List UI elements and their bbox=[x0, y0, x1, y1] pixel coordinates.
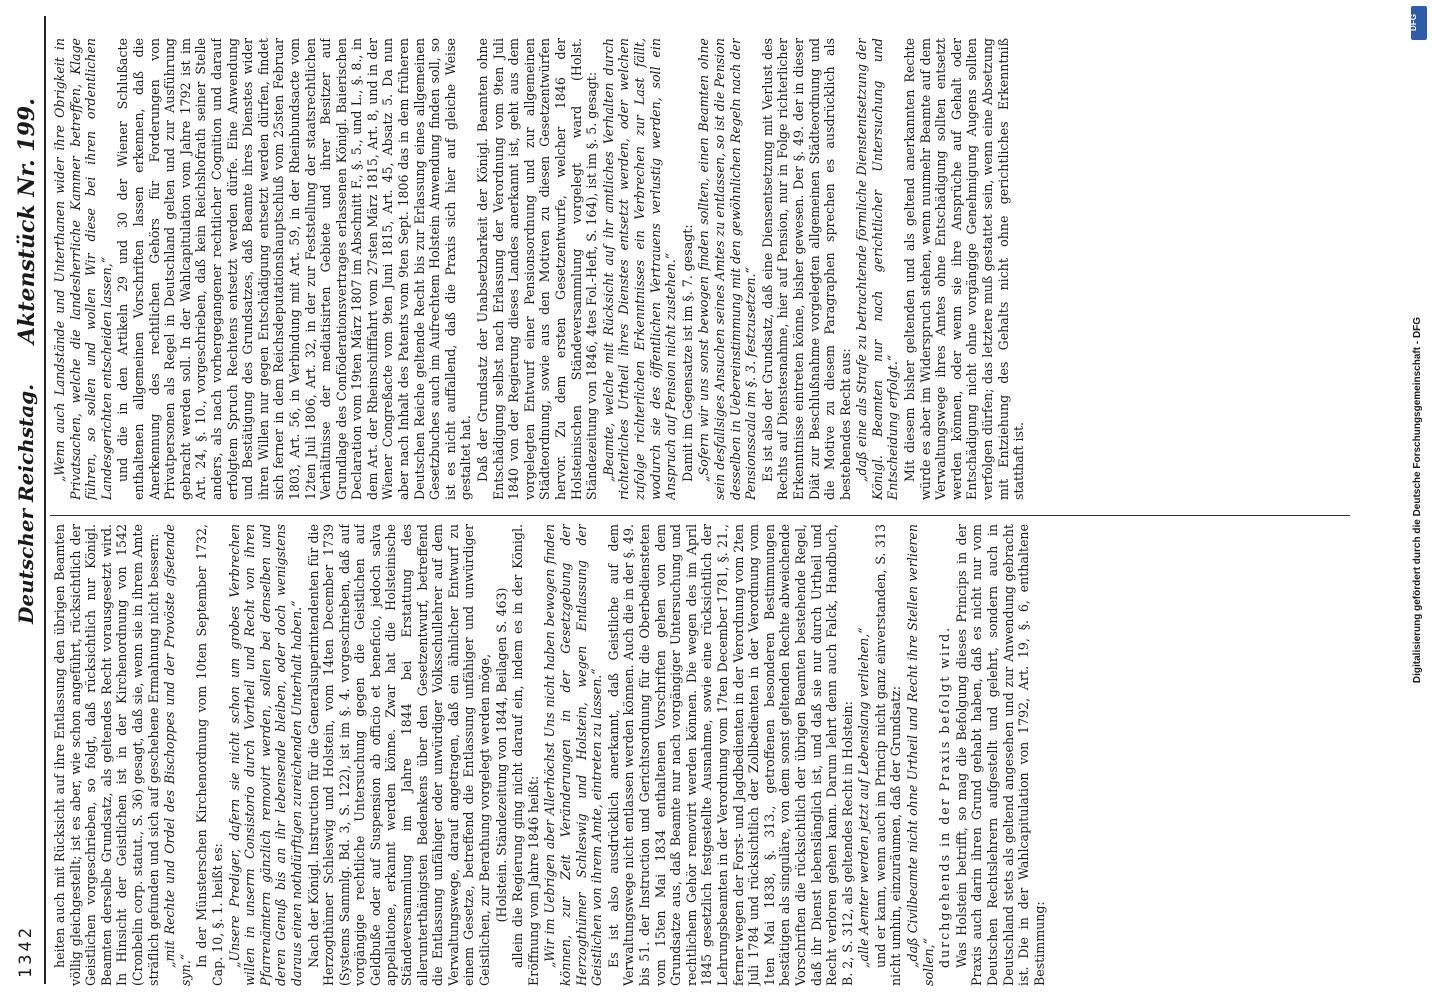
paragraph: Nach der Königl. Instruction für die Generalsuperintendenten für die Herzogthümer Schleswig und Holstein, vom 14ten December 1739 (Systems Sammlg. Bd. 3, S. 122), ist im §. 4. vorgeschrieben, daß auf vorgängige rechtliche Untersuchung gegen die Geistlichen auf Geldbuße oder auf Suspension ab officio et beneficio, jedoch salva appellatione, erkannt werden könne. Zwar hat die Holsteinische Ständeversammlung im Jahre 1844 bei Erstattung des allerunterthänigsten Bedenkens über den Gesetzentwurf, betreffend die Entlassung unfähiger oder unwürdiger Volksschullehrer auf dem Verwaltungswege, darauf angetragen, daß ein ähnlicher Entwurf zu einem Gesetze, betreffend die Entlassung unfähiger und unwürdiger Geistlichen, zur Berathung vorgelegt werden möge, bbox=[305, 524, 493, 986]
paragraph: „daß eine als Strafe zu betrachtende förmliche Dienstentsetzung der Königl. Beamten nur nach gerichtlicher Untersuchung und Entscheidung erfolgt.“ bbox=[854, 38, 901, 500]
paragraph: Was Holstein betrifft, so mag die Befolgung dieses Princips in der Praxis auch darin ihren Grund gehabt haben, daß es nicht nur vom Deutschen Rechtslehrern aufgestellt und gelehrt, sondern auch in Deutschland stets als geltend angesehen und zur Anwendung gebracht ist. Die in der Wahlcapitulation von 1792, Art. 19, §. 6, enthaltene Bestimmung: bbox=[953, 524, 1047, 986]
paragraph: Daß der Grundsatz der Unabsetzbarkeit der Königl. Beamten ohne Entschädigung selbst nach Erlassung der Verordnung vom 9ten Juli 1840 von der Regierung dieses Landes anerkannt ist, geht aus dem vorgelegten Entwurf einer Pensionsordnung und zur allgemeinen Städteordnung, sowie aus den Motiven zu diesen Gesetzentwürfen hervor. Zu dem ersten Gesetzentwurfe, welcher 1846 der Holsteinischen Ständeversammlung vorgelegt ward (Holst. Ständezeitung von 1846, 4tes Fol.-Heft, S. 164), ist im §. 5. gesagt: bbox=[475, 38, 600, 500]
digitization-credit bbox=[1409, 8, 1427, 992]
paragraph: heiten auch mit Rücksicht auf ihre Entlassung den übrigen Beamten völlig gleichgestellt; ist es aber, wie schon angeführt, rücksichtlich der Geistlichen vorgeschrieben, so folgt, daß rücksichtlich nur Königl. Beamten derselbe Grundsatz, als geltendes Recht vorausgesetzt wird. In Hinsicht der Geistlichen ist in der Kirchenordnung von 1542 (Cronbelin corp. statut., S. 36) gesagt, daß sie, wenn sie in ihrem Amte sträflich gefunden und sich auf geschehene Ermahnung nicht bessern: bbox=[52, 524, 161, 986]
dfg-logo bbox=[1408, 6, 1427, 40]
running-title-left: Deutscher Reichstag. bbox=[14, 383, 38, 624]
paragraph: durchgehends in der Praxis befolgt wird. bbox=[937, 625, 953, 968]
paragraph: Damit im Gegensatze ist im §. 7. gesagt: bbox=[679, 224, 695, 482]
right-text-column bbox=[52, 38, 1352, 500]
paragraph: Es ist also ausdrücklich anerkannt, daß Geistliche auf dem Verwaltungswege nicht entlassen werden können. Auch die in der §. 49. bis 51. der Instruction und Gerichtsordnung für die Oberbediensteten vom 15ten Mai 1834 enthaltenen Vorschriften gehen von dem Grundsatze aus, daß Beamte nur nach vorgängiger Untersuchung und rechtlichem Gehör removirt werden können. Die wegen des im April 1845 gesetzlich festgestellte Ausnahme, sowie eine rücksichtlich der Lehrungsbeamten in der Verordnung vom 17ten December 1781, §. 21., ferner wegen der Forst- und Jagdbedienten in der Verordnung vom 2ten Juli 1784 und rücksichtlich der Zollbedienten in der Verordnung vom 1ten Mai 1838, §. 313., getroffenen besonderen Bestimmungen bestätigen als singuläre, von dem sonst geltenden Rechte abweichende Vorschriften die rücksichtlich der übrigen Beamten bestehende Regel, daß ihr Dienst lebenslänglich ist, und daß sie nur durch Urtheil und Recht verloren gehen kann. Darum lehrt denn auch Falck, Handbuch, B. 2, S. 312, als geltendes Recht in Holstein: bbox=[605, 524, 855, 986]
running-title-right: Aktenstück Nr. 199. bbox=[14, 98, 40, 344]
paragraph: Mit diesem bisher geltenden und als geltend anerkannten Rechte würde es aber im Widerspruch stehen, wenn nunmehr Beamte auf dem Verwaltungswege ihres Amtes ohne Entschädigung sollten entsetzt werden können, oder wenn sie ihre Ansprüche auf Gehalt oder Entschädigung nicht ohne vorgängige Genehmigung Augens sollten verfolgen dürfen; das letztere muß gestattet sein, wenn eine Absetzung mit Entziehung des Gehalts nicht ohne gerichtliches Erkenntniß statthaft ist. bbox=[902, 38, 1027, 500]
paragraph: „Beamte, welche mit Rücksicht auf ihr amtliches Verhalten durch richterliches Urtheil ihres Dienstes entsetzt werden, oder welchen zufolge richterlichen Erkenntnisses ein Verbrechen zur Last fällt, wodurch sie des öffentlichen Vertrauens verlustig werden, soll ein Anspruch auf Pension nicht zustehen.“ bbox=[600, 38, 679, 500]
paragraph: „Wir im Uebrigen aber Allerhöchst Uns nicht haben bewogen finden können, zur Zeit Veränderungen in der Gesetzgebung der Herzogthümer Schleswig und Holstein, wegen Entlassung der Geistlichen von ihrem Amte, eintreten zu lassen.“ bbox=[542, 524, 605, 986]
paragraph: „alle Aemter werden jetzt auf Lebenslang verliehen,“ bbox=[856, 627, 872, 968]
paragraph: In der Münsterschen Kirchenordnung vom 10ten September 1732, Cap. 10, §. 1. heißt es: bbox=[194, 524, 225, 986]
page-number: 1342 bbox=[16, 925, 36, 978]
paragraph: Es ist also der Grundsatz, daß eine Diensentsetzung mit Verlust des Rechts auf Dienstesnahme, hier auf Pension, nur in Folge richterlicher Erkenntnisse eintreten könne, bisher gewesen. Der §. 49. der in dieser Diät zur Beschlußnahme vorgelegten allgemeinen Städteordnung und die Motive zu diesem Paragraphen sprechen es ausdrücklich als bestehendes Recht aus: bbox=[759, 38, 853, 500]
paragraph: „mit Rechte und Ordel des Bischoppes und der Provöste afsetende syn.“ bbox=[162, 524, 193, 986]
paragraph: „Unsere Prediger, dafern sie nicht schon um grobes Verbrechen willen in unserm Consistorio durch Vortheil und Recht von ihren Pfarrenämtern gänzlich removirt werden, sollen bei denselben und deren Genuß bis an ihr lebensende bleiben, oder doch wenigstens daraus einen nothdürftigen zureichenden Unterhalt haben.“ bbox=[226, 524, 304, 986]
paragraph: „Wenn auch Landstände und Unterthanen wider ihre Obrigkeit in Privatsachen, welche die landesherrliche Kammer betreffen, Klage führen, so sollen und wollen Wir diese bei ihren ordentlichen Landesgerichten entscheiden lassen,“ bbox=[52, 38, 114, 500]
paragraph: allein die Regierung ging nicht darauf ein, indem es in der Königl. Eröffnung vom Jahre 1846 heißt: bbox=[510, 524, 541, 986]
paragraph: „daß Civilbeamte nicht ohne Urtheil und Recht ihre Stellen verlieren sollen,“ bbox=[905, 524, 936, 986]
paragraph: und er kann, wenn auch im Princip nicht ganz einverstanden, S. 313 nicht umhin, einzuräumen, daß der Grundsatz: bbox=[872, 524, 904, 986]
credit-text: Digitalisierung gefördert durch die Deutsche Forschungsgemeinschaft - DFG bbox=[1412, 316, 1423, 684]
dfg-logo-text: DFG bbox=[1408, 14, 1418, 31]
paragraph: „Sofern wir uns sonst bewogen finden sollten, einen Beamten ohne sein desfallsiges Ansuchen seines Amtes zu entlassen, so ist die Pension desselben in Uebereinstimmung mit den gewöhnlichen Regeln nach der Pensionsscala im §. 3. festzusetzen.“ bbox=[696, 38, 759, 500]
column-divider bbox=[50, 515, 1350, 516]
paragraph: (Holstein. Ständezeitung von 1844, Beilagen S. 463) bbox=[493, 587, 509, 923]
page-header bbox=[14, 16, 46, 984]
left-text-column bbox=[52, 524, 1352, 986]
paragraph: und die in den Artikeln 29 und 30 der Wiener Schlußacte enthaltenen allgemeinen Vorschriften lassen erkennen, daß die Anerkennung des rechtlichen Gehörs für Forderungen von Privatpersonen als Regel in Deutschland gelten und zur Ausführung gebracht werden soll. In der Wahlcapitulation vom Jahre 1792 ist im Art. 24, §. 10., vorgeschrieben, daß kein Reichshofrath seiner Stelle anders, als nach vorhergegangener rechtlicher Cognition und darauf erfolgtem Spruch Rechtens entsetzt werden dürfe. Eine Anwendung und Bestätigung des Grundsatzes, daß Beamte ihres Dienstes wider ihren Willen nur gegen Entschädigung entsetzt werden dürfen, findet sich ferner in dem Reichsdeputationshauptschluß vom 25sten Februar 1803, Art. 56, in Verbindung mit Art. 59, in der Rheinbundsacte vom 12ten Juli 1806, Art. 32, in der zur Feststellung der staatsrechtlichen Verhältnisse der mediatisirten Gebiete und ihrer Besitzer auf Grundlage des Conföderationsvertrages erlassenen Königl. Baierischen Declaration vom 19ten März 1807 im Abschnitt F., §. 5., und L., §. 8., in dem Art. der Rheinschifffahrt vom 27sten März 1815, Art. 8, und in der Wiener Congreßacte vom 9ten Juni 1815, Art. 45, Absatz 5. Da nun aber nach Inhalt des Patents vom 9ten Sept. 1806 das in dem früheren Deutschen Reiche geltende Recht bis zur Erlassung eines allgemeinen Gesetzbuches auch im Aufrechtem Holstein Anwendung finden soll, so ist es nicht auffallend, daß die Praxis sich hier auf gleiche Weise gestaltet hat. bbox=[115, 38, 474, 500]
